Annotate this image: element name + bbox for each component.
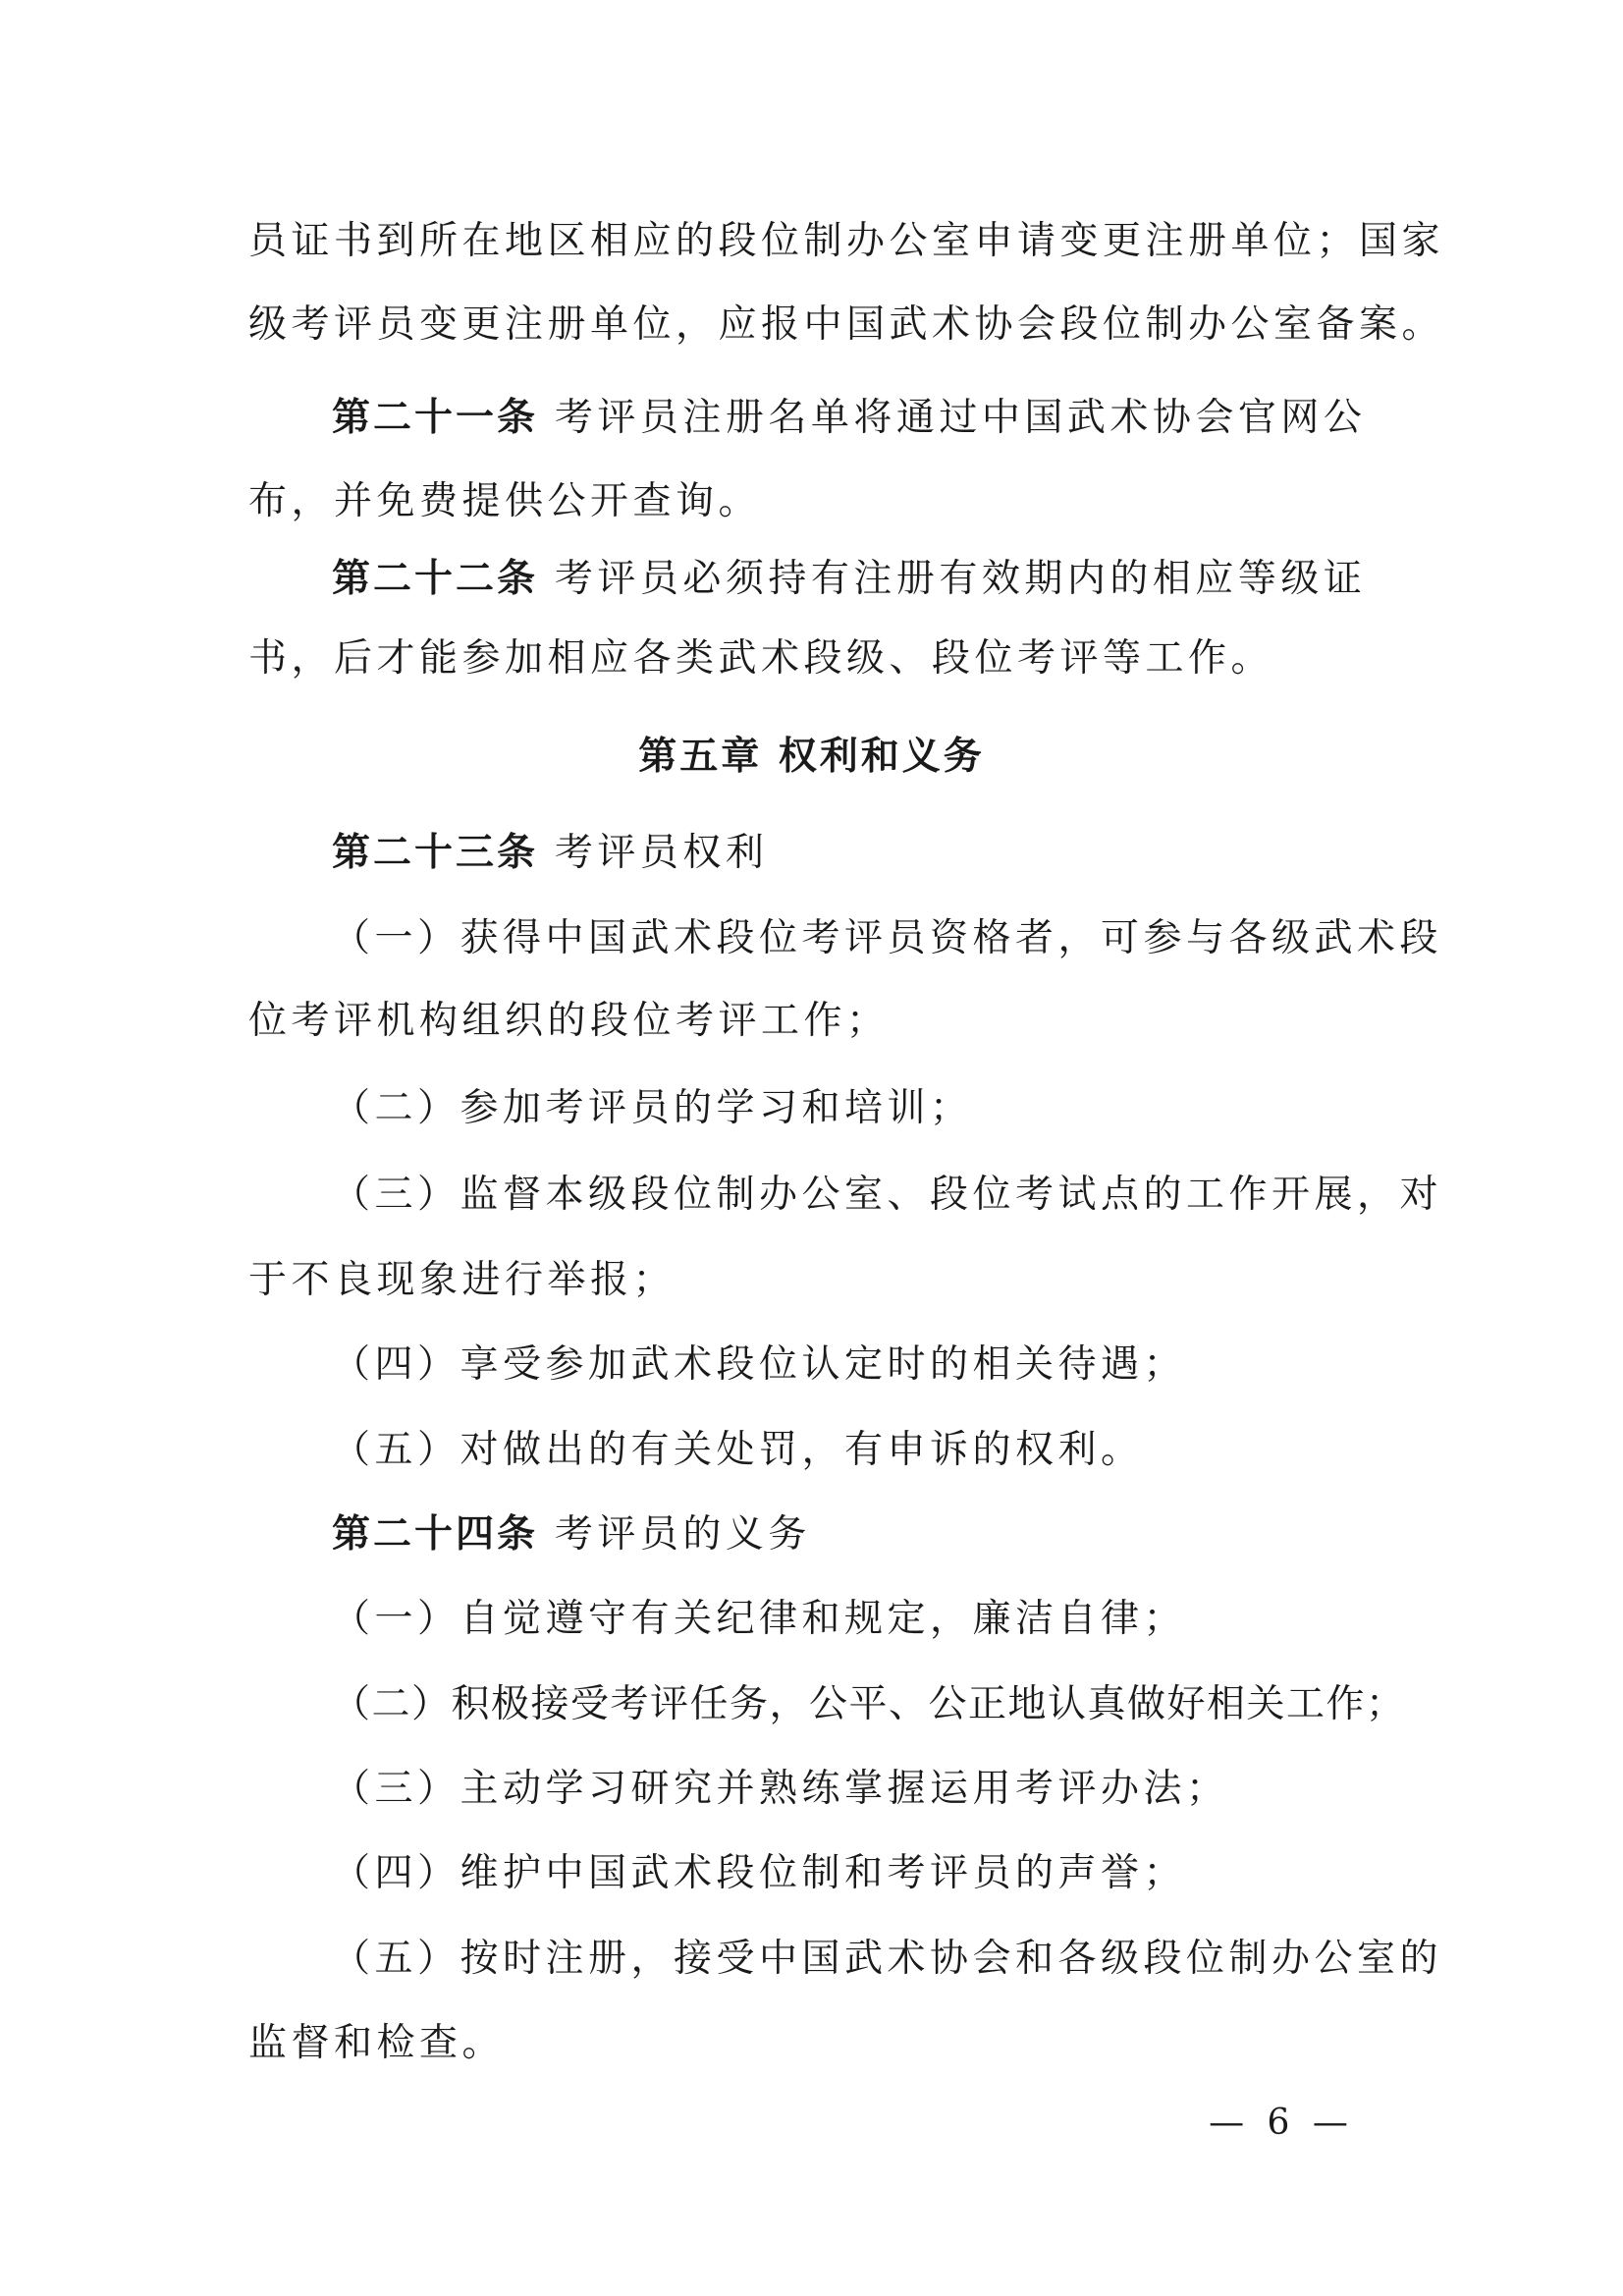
article-21-text: 考评员注册名单将通过中国武术协会官网公 <box>554 396 1367 440</box>
article-21-line <box>332 395 1471 442</box>
rights-item-3-continuation: 于不良现象进行举报； <box>248 1258 676 1302</box>
rights-item-1: （一）获得中国武术段位考评员资格者，可参与各级武术段 <box>332 916 1443 960</box>
duties-item-5-continuation: 监督和检查。 <box>248 2021 506 2065</box>
chapter-title: 第五章 权利和义务 <box>638 735 985 779</box>
article-21-continuation: 布，并免费提供公开查询。 <box>248 479 762 523</box>
body-line-2: 级考评员变更注册单位，应报中国武术协会段位制办公室备案。 <box>248 302 1445 347</box>
duties-item-1: （一）自觉遵守有关纪律和规定，廉洁自律； <box>332 1597 1187 1641</box>
duties-item-4: （四）维护中国武术段位制和考评员的声誉； <box>332 1851 1187 1895</box>
article-24-line <box>332 1511 1471 1558</box>
rights-item-3: （三）监督本级段位制办公室、段位考试点的工作开展，对 <box>332 1173 1443 1217</box>
article-22-line <box>332 556 1471 603</box>
article-22-label: 第二十二条 <box>332 557 539 601</box>
duties-item-3: （三）主动学习研究并熟练掌握运用考评办法； <box>332 1767 1229 1811</box>
rights-item-5: （五）对做出的有关处罚，有申诉的权利。 <box>332 1428 1144 1472</box>
article-22-continuation: 书，后才能参加相应各类武术段级、段位考评等工作。 <box>248 636 1274 681</box>
article-24-text: 考评员的义务 <box>554 1512 811 1557</box>
page-number: — 6 — <box>1209 2103 1354 2143</box>
rights-item-2: （二）参加考评员的学习和培训； <box>332 1086 973 1130</box>
article-23-text: 考评员权利 <box>554 831 769 875</box>
article-23-line <box>332 830 1471 877</box>
duties-item-5: （五）按时注册，接受中国武术协会和各级段位制办公室的 <box>332 1937 1443 1981</box>
duties-item-2: （二）积极接受考评任务，公平、公正地认真做好相关工作； <box>332 1682 1406 1726</box>
article-24-label: 第二十四条 <box>332 1512 539 1557</box>
body-line-1: 员证书到所在地区相应的段位制办公室申请变更注册单位；国家 <box>248 219 1445 263</box>
rights-item-4: （四）享受参加武术段位认定时的相关待遇； <box>332 1342 1187 1387</box>
article-22-text: 考评员必须持有注册有效期内的相应等级证 <box>554 557 1367 601</box>
article-21-label: 第二十一条 <box>332 396 539 440</box>
article-23-label: 第二十三条 <box>332 831 539 875</box>
rights-item-1-continuation: 位考评机构组织的段位考评工作； <box>248 999 890 1043</box>
